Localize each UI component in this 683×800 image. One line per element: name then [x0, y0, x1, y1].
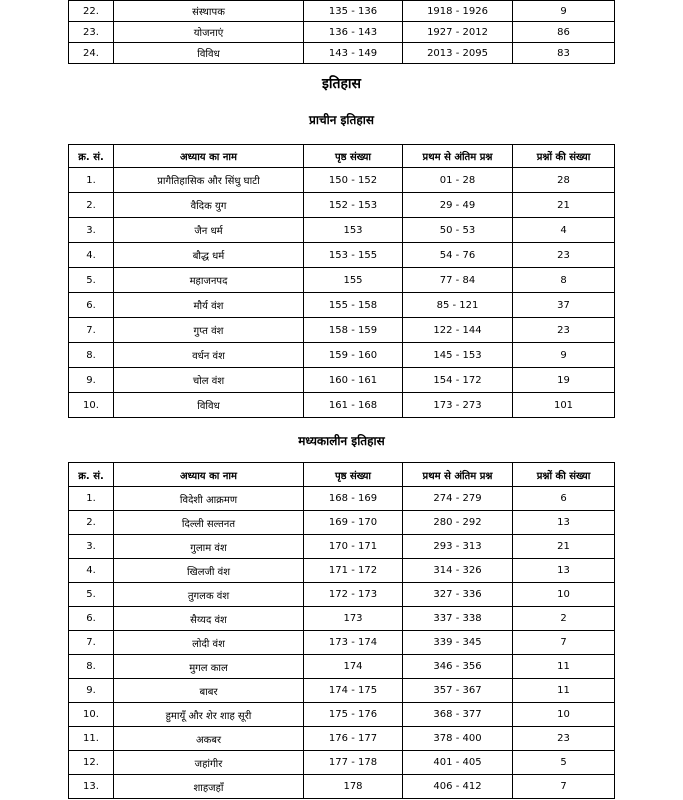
chapter-name-cell: बाबर	[114, 679, 304, 703]
page-number-cell: 161 - 168	[304, 393, 403, 418]
question-range-cell: 357 - 367	[403, 679, 513, 703]
chapter-name-cell: हुमायूँ और शेर शाह सूरी	[114, 703, 304, 727]
page-number-cell: 143 - 149	[304, 43, 403, 64]
question-range-cell: 314 - 326	[403, 559, 513, 583]
question-count-cell: 101	[513, 393, 615, 418]
chapter-name-cell: मौर्य वंश	[114, 293, 304, 318]
serial-cell: 4.	[69, 559, 114, 583]
chapter-name-cell: वर्धन वंश	[114, 343, 304, 368]
page-number-cell: 174	[304, 655, 403, 679]
page-number-cell: 158 - 159	[304, 318, 403, 343]
serial-cell: 1.	[69, 168, 114, 193]
medieval-history-title: मध्यकालीन इतिहास	[298, 434, 385, 448]
serial-cell: 9.	[69, 679, 114, 703]
question-range-cell: 274 - 279	[403, 487, 513, 511]
question-count-cell: 7	[513, 775, 615, 799]
question-range-cell: 154 - 172	[403, 368, 513, 393]
chapter-name-cell: गुप्त वंश	[114, 318, 304, 343]
question-count-cell: 13	[513, 511, 615, 535]
chapter-name-cell: विविध	[114, 43, 304, 64]
header-serial: क्र. सं.	[69, 145, 114, 168]
chapter-name-cell: मुगल काल	[114, 655, 304, 679]
serial-cell: 10.	[69, 703, 114, 727]
ancient-history-table-body	[69, 168, 615, 418]
chapter-name-cell: योजनाएं	[114, 22, 304, 43]
table-row	[69, 43, 615, 64]
table-row	[69, 193, 615, 218]
page-number-cell: 155 - 158	[304, 293, 403, 318]
chapter-name-cell: दिल्ली सल्तनत	[114, 511, 304, 535]
header-page-number: पृष्ठ संख्या	[304, 145, 403, 168]
chapter-name-cell: जहांगीर	[114, 751, 304, 775]
serial-cell: 4.	[69, 243, 114, 268]
table-header-row	[69, 463, 615, 487]
serial-cell: 3.	[69, 535, 114, 559]
table-row	[69, 293, 615, 318]
question-range-cell: 29 - 49	[403, 193, 513, 218]
serial-cell: 10.	[69, 393, 114, 418]
header-serial: क्र. सं.	[69, 463, 114, 487]
question-range-cell: 122 - 144	[403, 318, 513, 343]
top-table-body	[69, 1, 615, 64]
ancient-history-title: प्राचीन इतिहास	[309, 113, 374, 127]
question-count-cell: 7	[513, 631, 615, 655]
chapter-name-cell: गुलाम वंश	[114, 535, 304, 559]
question-range-cell: 173 - 273	[403, 393, 513, 418]
table-row	[69, 559, 615, 583]
question-count-cell: 2	[513, 607, 615, 631]
page-number-cell: 160 - 161	[304, 368, 403, 393]
page-number-cell: 172 - 173	[304, 583, 403, 607]
question-count-cell: 9	[513, 1, 615, 22]
serial-cell: 5.	[69, 268, 114, 293]
question-count-cell: 23	[513, 727, 615, 751]
table-row	[69, 393, 615, 418]
table-row	[69, 535, 615, 559]
table-row	[69, 679, 615, 703]
table-row	[69, 631, 615, 655]
question-count-cell: 10	[513, 703, 615, 727]
page-number-cell: 178	[304, 775, 403, 799]
table-row	[69, 751, 615, 775]
chapter-name-cell: खिलजी वंश	[114, 559, 304, 583]
serial-cell: 2.	[69, 511, 114, 535]
question-count-cell: 13	[513, 559, 615, 583]
question-range-cell: 50 - 53	[403, 218, 513, 243]
serial-cell: 1.	[69, 487, 114, 511]
question-count-cell: 6	[513, 487, 615, 511]
table-row	[69, 343, 615, 368]
serial-cell: 24.	[69, 43, 114, 64]
header-chapter-name: अध्याय का नाम	[114, 145, 304, 168]
serial-cell: 2.	[69, 193, 114, 218]
table-row	[69, 607, 615, 631]
header-question-range: प्रथम से अंतिम प्रश्न	[403, 463, 513, 487]
table-header-row	[69, 145, 615, 168]
serial-cell: 7.	[69, 318, 114, 343]
header-question-count: प्रश्नों की संख्या	[513, 463, 615, 487]
question-count-cell: 9	[513, 343, 615, 368]
page-number-cell: 155	[304, 268, 403, 293]
page-number-cell: 153 - 155	[304, 243, 403, 268]
chapter-name-cell: लोदी वंश	[114, 631, 304, 655]
table-row	[69, 583, 615, 607]
table-row	[69, 775, 615, 799]
header-question-range: प्रथम से अंतिम प्रश्न	[403, 145, 513, 168]
question-range-cell: 339 - 345	[403, 631, 513, 655]
page-number-cell: 135 - 136	[304, 1, 403, 22]
question-count-cell: 11	[513, 655, 615, 679]
page-number-cell: 176 - 177	[304, 727, 403, 751]
table-row	[69, 268, 615, 293]
question-count-cell: 19	[513, 368, 615, 393]
question-range-cell: 346 - 356	[403, 655, 513, 679]
chapter-name-cell: सैय्यद वंश	[114, 607, 304, 631]
chapter-name-cell: शाहजहाँ	[114, 775, 304, 799]
table-row	[69, 318, 615, 343]
page-number-cell: 168 - 169	[304, 487, 403, 511]
chapter-name-cell: विविध	[114, 393, 304, 418]
serial-cell: 3.	[69, 218, 114, 243]
page-number-cell: 175 - 176	[304, 703, 403, 727]
table-row	[69, 243, 615, 268]
question-count-cell: 83	[513, 43, 615, 64]
page-number-cell: 169 - 170	[304, 511, 403, 535]
table-row	[69, 22, 615, 43]
chapter-name-cell: विदेशी आक्रमण	[114, 487, 304, 511]
medieval-history-table	[68, 462, 615, 799]
chapter-name-cell: अकबर	[114, 727, 304, 751]
chapter-name-cell: संस्थापक	[114, 1, 304, 22]
serial-cell: 22.	[69, 1, 114, 22]
serial-cell: 9.	[69, 368, 114, 393]
question-range-cell: 401 - 405	[403, 751, 513, 775]
serial-cell: 5.	[69, 583, 114, 607]
question-count-cell: 10	[513, 583, 615, 607]
page-number-cell: 173	[304, 607, 403, 631]
page-number-cell: 136 - 143	[304, 22, 403, 43]
table-row	[69, 703, 615, 727]
section-title: इतिहास	[321, 76, 361, 92]
question-count-cell: 8	[513, 268, 615, 293]
question-range-cell: 1927 - 2012	[403, 22, 513, 43]
serial-cell: 6.	[69, 293, 114, 318]
question-count-cell: 37	[513, 293, 615, 318]
top-table	[68, 0, 615, 64]
question-range-cell: 368 - 377	[403, 703, 513, 727]
chapter-name-cell: बौद्ध धर्म	[114, 243, 304, 268]
question-count-cell: 28	[513, 168, 615, 193]
medieval-history-table-body	[69, 487, 615, 799]
table-row	[69, 168, 615, 193]
chapter-name-cell: तुगलक वंश	[114, 583, 304, 607]
page-number-cell: 152 - 153	[304, 193, 403, 218]
table-row	[69, 511, 615, 535]
table-row	[69, 1, 615, 22]
serial-cell: 7.	[69, 631, 114, 655]
question-count-cell: 4	[513, 218, 615, 243]
question-count-cell: 23	[513, 243, 615, 268]
question-range-cell: 54 - 76	[403, 243, 513, 268]
serial-cell: 12.	[69, 751, 114, 775]
chapter-name-cell: चोल वंश	[114, 368, 304, 393]
serial-cell: 8.	[69, 343, 114, 368]
question-count-cell: 23	[513, 318, 615, 343]
question-range-cell: 280 - 292	[403, 511, 513, 535]
header-chapter-name: अध्याय का नाम	[114, 463, 304, 487]
ancient-history-table	[68, 144, 615, 418]
question-count-cell: 11	[513, 679, 615, 703]
table-row	[69, 655, 615, 679]
question-count-cell: 21	[513, 535, 615, 559]
page-number-cell: 153	[304, 218, 403, 243]
question-range-cell: 327 - 336	[403, 583, 513, 607]
table-row	[69, 727, 615, 751]
question-range-cell: 406 - 412	[403, 775, 513, 799]
serial-cell: 23.	[69, 22, 114, 43]
question-range-cell: 85 - 121	[403, 293, 513, 318]
question-range-cell: 293 - 313	[403, 535, 513, 559]
serial-cell: 13.	[69, 775, 114, 799]
question-range-cell: 337 - 338	[403, 607, 513, 631]
question-count-cell: 21	[513, 193, 615, 218]
question-range-cell: 01 - 28	[403, 168, 513, 193]
question-range-cell: 1918 - 1926	[403, 1, 513, 22]
table-row	[69, 218, 615, 243]
page-number-cell: 170 - 171	[304, 535, 403, 559]
chapter-name-cell: वैदिक युग	[114, 193, 304, 218]
chapter-name-cell: महाजनपद	[114, 268, 304, 293]
question-range-cell: 77 - 84	[403, 268, 513, 293]
question-range-cell: 2013 - 2095	[403, 43, 513, 64]
page-number-cell: 177 - 178	[304, 751, 403, 775]
page-number-cell: 159 - 160	[304, 343, 403, 368]
header-page-number: पृष्ठ संख्या	[304, 463, 403, 487]
serial-cell: 6.	[69, 607, 114, 631]
page-number-cell: 171 - 172	[304, 559, 403, 583]
header-question-count: प्रश्नों की संख्या	[513, 145, 615, 168]
question-count-cell: 86	[513, 22, 615, 43]
question-count-cell: 5	[513, 751, 615, 775]
chapter-name-cell: प्रागैतिहासिक और सिंधु घाटी	[114, 168, 304, 193]
chapter-name-cell: जैन धर्म	[114, 218, 304, 243]
question-range-cell: 145 - 153	[403, 343, 513, 368]
serial-cell: 8.	[69, 655, 114, 679]
question-range-cell: 378 - 400	[403, 727, 513, 751]
page-number-cell: 174 - 175	[304, 679, 403, 703]
table-row	[69, 368, 615, 393]
serial-cell: 11.	[69, 727, 114, 751]
table-row	[69, 487, 615, 511]
page-number-cell: 150 - 152	[304, 168, 403, 193]
page-number-cell: 173 - 174	[304, 631, 403, 655]
